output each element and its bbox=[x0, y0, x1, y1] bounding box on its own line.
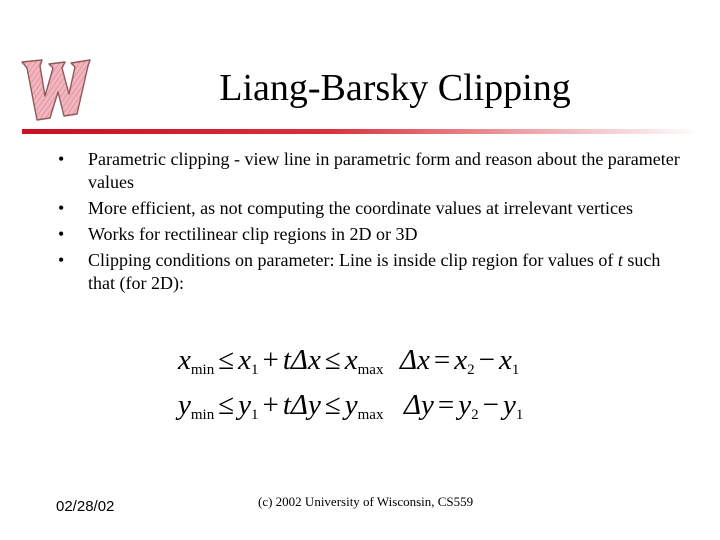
delta-x-equation: $\Delta x = x_2 - x_1$ bbox=[400, 344, 520, 378]
footer-date: 02/28/02 bbox=[56, 498, 115, 515]
bullet-dot: • bbox=[58, 149, 65, 169]
bullet-item bbox=[58, 249, 682, 295]
bullet-dot: • bbox=[58, 198, 65, 218]
bullet-text: Clipping conditions on parameter: Line is inside clip region for values of bbox=[88, 250, 618, 270]
bullet-italic-t: t bbox=[617, 250, 623, 270]
title-divider bbox=[22, 129, 700, 134]
delta-y-equation: $\Delta y = y_2 - y_1$ bbox=[404, 389, 524, 423]
bullet-item bbox=[58, 223, 682, 246]
bullet-text: More efficient, as not computing the coordinate values at irrelevant vertices bbox=[88, 198, 633, 218]
bullet-dot: • bbox=[58, 250, 65, 270]
bullet-text: such that (for 2D): bbox=[88, 250, 661, 293]
wisconsin-w-logo-icon bbox=[18, 52, 98, 124]
bullet-text: Works for rectilinear clip regions in 2D or 3D bbox=[88, 224, 418, 244]
x-inequality: $x_{min} \le x_1 + t\Delta x \le x_{max}$ bbox=[178, 344, 384, 378]
bullet-item bbox=[58, 148, 682, 194]
bullet-dot: • bbox=[58, 224, 65, 244]
bullet-list bbox=[58, 148, 682, 298]
y-inequality: $y_{min} \le y_1 + t\Delta y \le y_{max}$ bbox=[178, 389, 384, 423]
footer-copyright: (c) 2002 University of Wisconsin, CS559 bbox=[258, 494, 474, 509]
slide-title: Liang-Barsky Clipping bbox=[219, 67, 571, 109]
bullet-item bbox=[58, 197, 682, 220]
bullet-text: Parametric clipping - view line in parametric form and reason about the parameter values bbox=[88, 149, 680, 192]
